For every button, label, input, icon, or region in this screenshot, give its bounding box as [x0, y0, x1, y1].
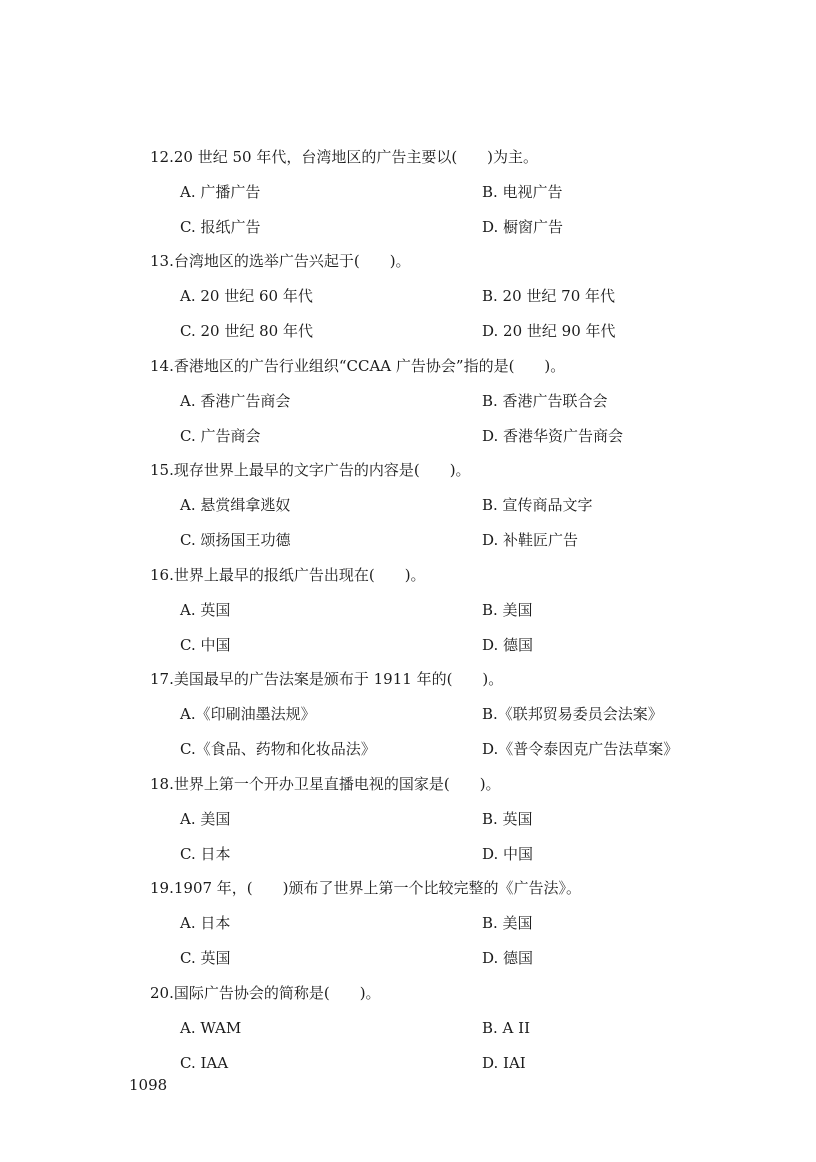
option-a: A.《印刷油墨法规》: [180, 705, 316, 723]
option-d: D. 橱窗广告: [482, 218, 564, 236]
question-text: 12.20 世纪 50 年代，台湾地区的广告主要以( )为主。: [150, 148, 539, 166]
option-row: [150, 419, 710, 454]
question-text: 14.香港地区的广告行业组织“CCAA 广告协会”指的是( )。: [150, 357, 566, 375]
option-b: B. 20 世纪 70 年代: [482, 287, 616, 305]
option-c: C. 日本: [180, 845, 231, 863]
option-row: [150, 314, 710, 349]
option-row: [150, 628, 710, 663]
question-text: 13.台湾地区的选举广告兴起于( )。: [150, 252, 411, 270]
option-a: A. 广播广告: [180, 183, 261, 201]
option-row: [150, 384, 710, 419]
page-number: 1098: [129, 1076, 168, 1094]
option-d: D. 德国: [482, 949, 534, 967]
option-c: C. IAA: [180, 1054, 229, 1072]
question-16: [150, 558, 710, 663]
question-text: 18.世界上第一个开办卫星直播电视的国家是( )。: [150, 775, 501, 793]
option-c: C. 广告商会: [180, 427, 261, 445]
option-c: C. 中国: [180, 636, 231, 654]
option-row: [150, 210, 710, 245]
question-19: [150, 871, 710, 976]
option-b: B. 香港广告联合会: [482, 392, 608, 410]
question-15: [150, 453, 710, 558]
option-row: [150, 523, 710, 558]
option-row: [150, 802, 710, 837]
option-b: B.《联邦贸易委员会法案》: [482, 705, 663, 723]
option-a: A. 香港广告商会: [180, 392, 291, 410]
question-text: 15.现存世界上最早的文字广告的内容是( )。: [150, 461, 471, 479]
option-a: A. 20 世纪 60 年代: [180, 287, 313, 305]
option-row: [150, 837, 710, 872]
question-17: [150, 662, 710, 767]
option-a: A. 日本: [180, 914, 231, 932]
question-text: 20.国际广告协会的简称是( )。: [150, 984, 381, 1002]
option-a: A. WAM: [180, 1019, 242, 1037]
option-row: [150, 1011, 710, 1046]
option-row: [150, 593, 710, 628]
option-row: [150, 732, 710, 767]
option-c: C.《食品、药物和化妆品法》: [180, 740, 376, 758]
option-b: B. 宣传商品文字: [482, 496, 593, 514]
option-row: [150, 175, 710, 210]
option-d: D. 20 世纪 90 年代: [482, 322, 616, 340]
option-row: [150, 488, 710, 523]
question-12: [150, 140, 710, 245]
option-d: D.《普令泰因克广告法草案》: [482, 740, 679, 758]
option-b: B. 美国: [482, 914, 533, 932]
option-d: D. 德国: [482, 636, 534, 654]
question-text: 17.美国最早的广告法案是颁布于 1911 年的( )。: [150, 670, 504, 688]
question-text: 19.1907 年，( )颁布了世界上第一个比较完整的《广告法》。: [150, 879, 582, 897]
option-a: A. 悬赏缉拿逃奴: [180, 496, 291, 514]
option-row: [150, 906, 710, 941]
option-row: [150, 1046, 710, 1081]
option-d: D. 中国: [482, 845, 534, 863]
option-row: [150, 697, 710, 732]
option-b: B. 电视广告: [482, 183, 563, 201]
option-b: B. 英国: [482, 810, 533, 828]
option-c: C. 20 世纪 80 年代: [180, 322, 313, 340]
question-14: [150, 349, 710, 454]
option-row: [150, 279, 710, 314]
option-a: A. 美国: [180, 810, 231, 828]
option-c: C. 报纸广告: [180, 218, 261, 236]
option-c: C. 英国: [180, 949, 231, 967]
option-d: D. 香港华资广告商会: [482, 427, 624, 445]
option-a: A. 英国: [180, 601, 231, 619]
option-row: [150, 941, 710, 976]
question-20: [150, 976, 710, 1081]
option-d: D. 补鞋匠广告: [482, 531, 579, 549]
option-d: D. IAI: [482, 1054, 526, 1072]
option-b: B. 美国: [482, 601, 533, 619]
option-b: B. A II: [482, 1019, 531, 1037]
question-18: [150, 767, 710, 872]
question-text: 16.世界上最早的报纸广告出现在( )。: [150, 566, 426, 584]
question-13: [150, 244, 710, 349]
option-c: C. 颂扬国王功德: [180, 531, 291, 549]
